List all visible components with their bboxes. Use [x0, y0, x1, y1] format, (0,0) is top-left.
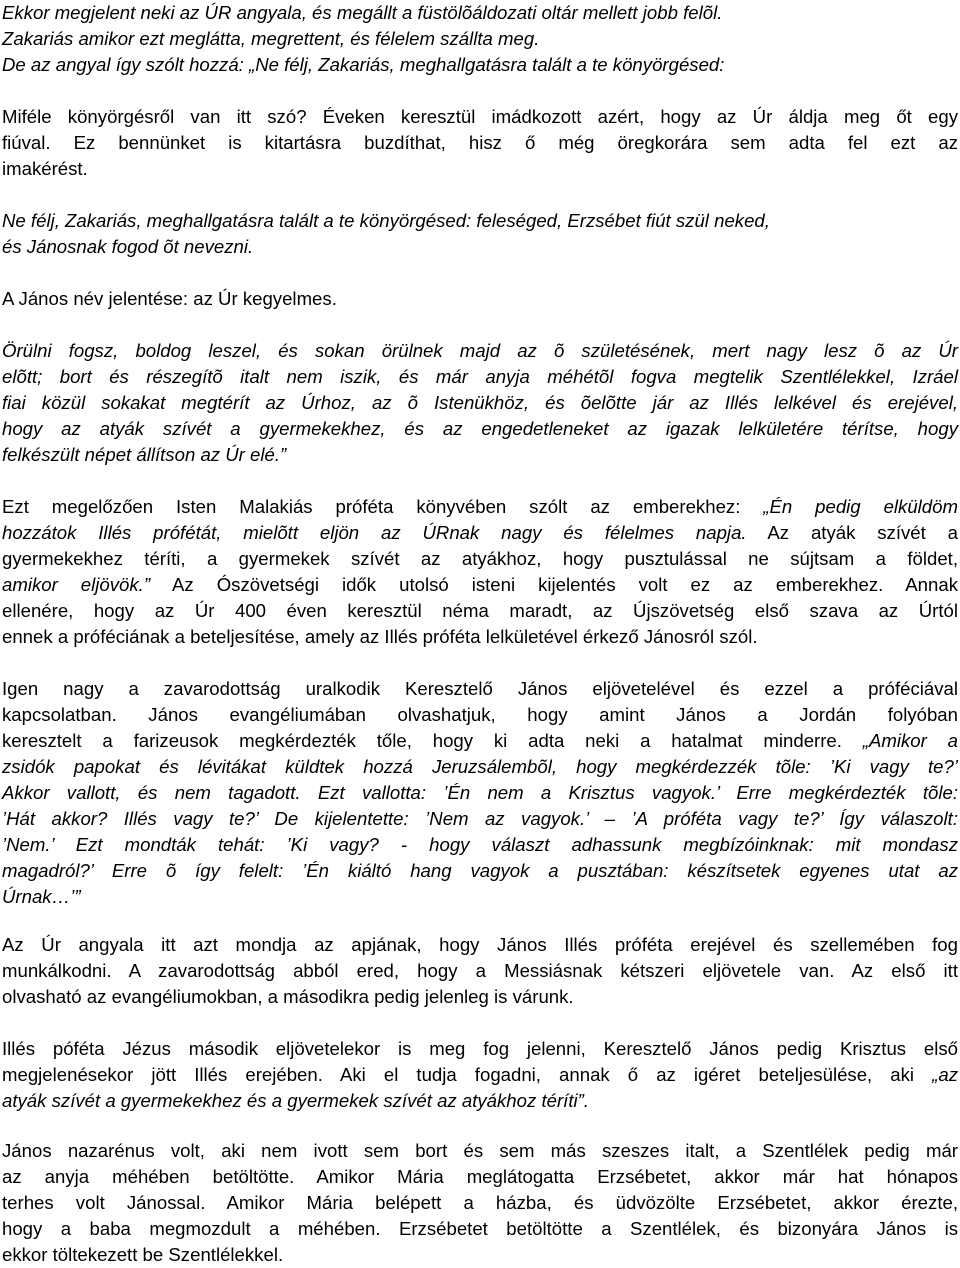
text-line: Örülni fogsz, boldog leszel, és sokan örülnek majd az õ születésének, mert nagy lesz õ az Úr [2, 340, 958, 361]
text-run: Az atyák szívét a [746, 522, 958, 543]
text-line: és Jánosnak fogod õt nevezni. [2, 236, 254, 257]
text-line: fiai közül sokakat megtérít az Úrhoz, az õ Istenükhöz, és õelõtte jár az Illés lelkével és erejével, [2, 392, 958, 413]
quote-run: hozzátok Illés prófétát, mielõtt eljön az ÚRnak nagy és félelmes napja. [2, 522, 747, 543]
paragraph-7 [2, 676, 958, 910]
paragraph-4 [2, 286, 958, 312]
text-line: A János név jelentése: az Úr kegyelmes. [2, 288, 337, 309]
quote-run: amikor eljövök.” [2, 574, 151, 595]
paragraph-2 [2, 104, 958, 182]
paragraph-6 [2, 494, 958, 650]
text-run: megjelenésekor jött Illés erejében. Aki el tudja fogadni, annak ő az igéret beteljesülése, aki [2, 1064, 933, 1085]
text-line: hogy az atyák szívét a gyermekekhez, és az engedetleneket az igazak lelkületére térítse, hogy [2, 418, 958, 439]
text-line: ’Hát akkor? Illés vagy te?’ De kijelentette: ’Nem az vagyok.’ – ’A próféta vagy te?’ Így válaszolt: [2, 808, 958, 829]
text-run: Az Ószövetségi idők utolsó isteni kijelentés volt ez az emberekhez. Annak [150, 574, 958, 595]
text-run: Ezt megelőzően Isten Malakiás próféta könyvében szólt az emberekhez: [2, 496, 764, 517]
text-line: ’Nem.’ Ezt mondták tehát: ’Ki vagy? - hogy választ adhassunk megbízóinknak: mit mondasz [2, 834, 958, 855]
text-line: kapcsolatban. János evangéliumában olvashatjuk, hogy amint János a Jordán folyóban [2, 704, 958, 725]
paragraph-10 [2, 1138, 958, 1268]
quote-run: „Amikor a [862, 730, 958, 751]
text-line: terhes volt Jánossal. Amikor Mária belépett a házba, és üdvözölte Erzsébetet, akkor érezte, [2, 1192, 958, 1213]
text-line: atyák szívét a gyermekekhez és a gyermekek szívét az atyákhoz téríti”. [2, 1090, 589, 1111]
text-line: zsidók papokat és lévitákat küldtek hozzá Jeruzsálembõl, hogy megkérdezzék tõle: ’Ki vagy te?’ [2, 756, 958, 777]
text-line: Zakariás amikor ezt meglátta, megrettent, és félelem szállta meg. [2, 28, 540, 49]
text-line: Illés póféta Jézus második eljövetelekor is meg fog jelenni, Keresztelő János pedig Krisztus első [2, 1038, 958, 1059]
text-line: ekkor töltekezett be Szentlélekkel. [2, 1244, 284, 1265]
text-line: De az angyal így szólt hozzá: „Ne félj, Zakariás, meghallgatásra talált a te könyörgésed: [2, 54, 725, 75]
paragraph-8 [2, 932, 958, 1010]
text-line: az anyja méhében betöltötte. Amikor Mária meglátogatta Erzsébetet, akkor már hat hónapos [2, 1166, 958, 1187]
paragraph-1 [2, 0, 958, 78]
text-line [2, 1062, 958, 1088]
text-line: gyermekekhez téríti, a gyermekek szívét az atyákhoz, hogy pusztulással ne sújtsam a földet, [2, 548, 958, 569]
text-line: János nazarénus volt, aki nem ivott sem bort és sem más szeszes italt, a Szentlélek pedig már [2, 1140, 958, 1161]
text-line: imakérést. [2, 158, 88, 179]
paragraph-3 [2, 208, 958, 260]
paragraph-5 [2, 338, 958, 468]
text-line: Ne félj, Zakariás, meghallgatásra talált a te könyörgésed: feleséged, Erzsébet fiút szül neked, [2, 210, 770, 231]
text-line: Miféle könyörgésről van itt szó? Éveken keresztül imádkozott azért, hogy az Úr áldja meg őt egy [2, 106, 958, 127]
text-line: fiúval. Ez bennünket is kitartásra buzdíthat, hisz ő még öregkorára sem adta fel ezt az [2, 132, 958, 153]
text-line: Igen nagy a zavarodottság uralkodik Keresztelő János eljövetelével és ezzel a próféciával [2, 678, 958, 699]
text-line: elõtt; bort és részegítõ italt nem iszik, és már anyja méhétõl fogva megtelik Szentlélekkel, Izráel [2, 366, 958, 387]
text-line [2, 494, 958, 520]
text-line [2, 728, 958, 754]
text-line: Akkor vallott, és nem tagadott. Ezt vallotta: ’Én nem a Krisztus vagyok.’ Erre megkérdezték tõle: [2, 782, 958, 803]
paragraph-9 [2, 1036, 958, 1114]
text-line: munkálkodni. A zavarodottság abból ered, hogy a Messiásnak kétszeri eljövetele van. Az első itt [2, 960, 958, 981]
text-line: Az Úr angyala itt azt mondja az apjának, hogy János Illés próféta erejével és szellemében fog [2, 934, 958, 955]
text-line: ennek a próféciának a beteljesítése, amely az Illés próféta lelkületével érkező Jánosról szól. [2, 626, 758, 647]
text-line: Úrnak…’” [2, 886, 81, 907]
text-line: hogy a baba megmozdult a méhében. Erzsébetet betöltötte a Szentlélek, és bizonyára János is [2, 1218, 958, 1239]
quote-run: „Én pedig elküldöm [763, 496, 958, 517]
quote-run: „az [932, 1064, 958, 1085]
text-line: felkészült népet állítson az Úr elé.” [2, 444, 287, 465]
text-line: olvasható az evangéliumokban, a másodikra pedig jelenleg is várunk. [2, 986, 574, 1007]
text-line: magadról?’ Erre õ így felelt: ’Én kiáltó hang vagyok a pusztában: készítsetek egyenes utat az [2, 860, 958, 881]
text-line [2, 520, 958, 546]
text-line [2, 572, 958, 598]
text-line: ellenére, hogy az Úr 400 éven keresztül néma maradt, az Újszövetség első szava az Úrtól [2, 600, 958, 621]
text-line: Ekkor megjelent neki az ÚR angyala, és megállt a füstölõáldozati oltár mellett jobb felõl. [2, 2, 723, 23]
text-run: keresztelt a farizeusok megkérdezték tőle, hogy ki adta neki a hatalmat minderre. [2, 730, 863, 751]
